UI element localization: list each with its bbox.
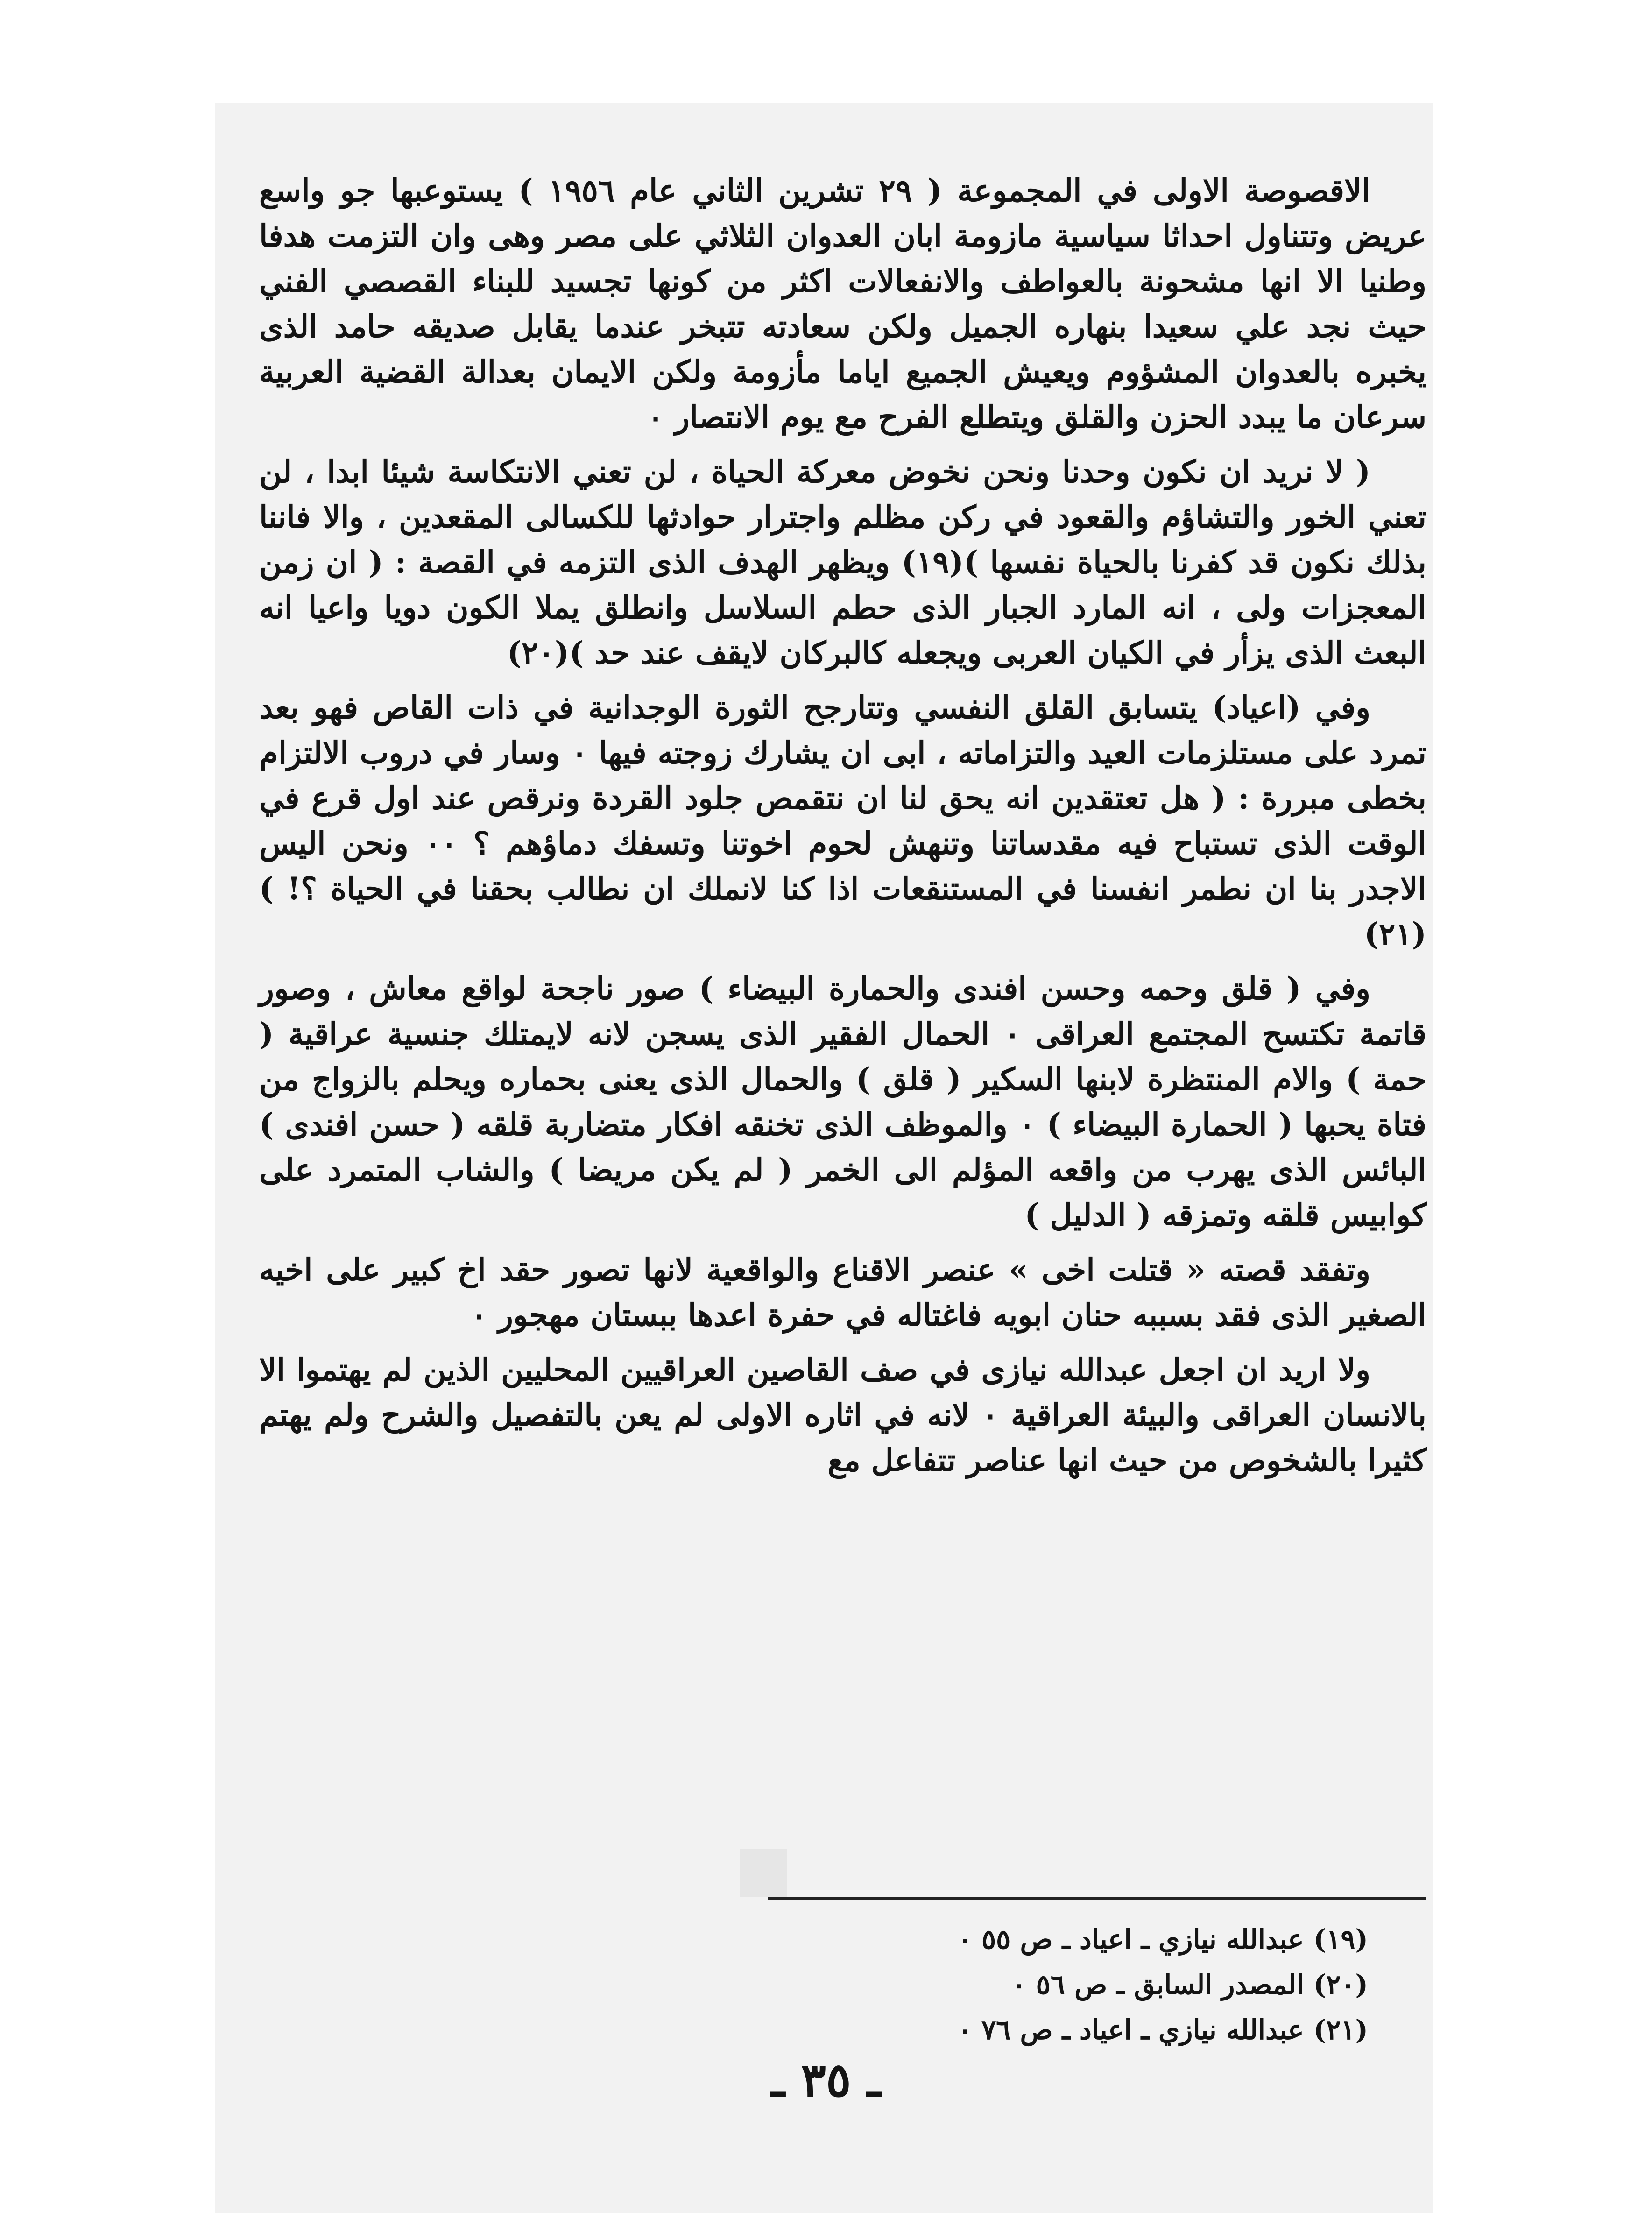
paragraph: وتفقد قصته « قتلت اخى » عنصر الاقناع والواقعية لانها تصور حقد اخ كبير على اخيه الصغير الذى فقد بسببه حنان ابويه فاغتاله في حفرة اعدها ببستان مهجور ٠ [259,1251,1426,1333]
page-number: ـ ٣٥ ـ [771,2052,881,2107]
paragraph: وفي (اعياد) يتسابق القلق النفسي وتتارجح الثورة الوجدانية في ذات القاص فهو بعد تمرد على مستلزمات العيد والتزاماته ، ابى ان يشارك زوجته فيها ٠ وسار في دروب الالتزام بخطى مبررة : ( هل تعتقدين انه يحق لنا ان نتقمص جلود القردة ونرقص عند اول قرع في الوقت الذى تستباح فيه مقدساتنا وتنهش لحوم اخوتنا وتسفك دماؤهم ؟ ٠٠ ونحن اليس الاجدر بنا ان نطمر انفسنا في المستنقعات اذا كنا لانملك ان نطالب بحقنا في الحياة ؟! )(٢١) [259,689,1426,952]
footnote: (٢٠) المصدر السابق ـ ص ٥٦ ٠ [1012,1969,1368,2000]
footnote: (٢١) عبدالله نيازي ـ اعياد ـ ص ٧٦ ٠ [957,2014,1368,2046]
footnote: (١٩) عبدالله نيازي ـ اعياد ـ ص ٥٥ ٠ [957,1923,1368,1955]
footnote-divider [768,1897,1426,1900]
scan-gray-patch [740,1849,787,1897]
paragraph: وفي ( قلق وحمه وحسن افندى والحمارة البيضاء ) صور ناجحة لواقع معاش ، وصور قاتمة تكتسح المجتمع العراقى ٠ الحمال الفقير الذى يسجن لانه لايمتلك جنسية عراقية ( حمة ) والام المنتظرة لابنها السكير ( قلق ) والحمال الذى يعنى بحماره ويحلم بالزواج من فتاة يحبها ( الحمارة البيضاء ) ٠ والموظف الذى تخنقه افكار متضاربة قلقه ( حسن افندى ) البائس الذى يهرب من واقعه المؤلم الى الخمر ( لم يكن مريضا ) والشاب المتمرد على كوابيس قلقه وتمزقه ( الدليل ) [259,970,1426,1233]
footnotes [794,1917,1368,2053]
body-text [259,168,1426,1492]
paragraph: ولا اريد ان اجعل عبدالله نيازى في صف القاصين العراقيين المحليين الذين لم يهتموا الا بالانسان العراقى والبيئة العراقية ٠ لانه في اثاره الاولى لم يعن بالتفصيل والشرح ولم يهتم كثيرا بالشخوص من حيث انها عناصر تتفاعل مع [259,1351,1426,1478]
paragraph: ( لا نريد ان نكون وحدنا ونحن نخوض معركة الحياة ، لن تعني الانتكاسة شيئا ابدا ، لن تعني الخور والتشاؤم والقعود في ركن مظلم واجترار حوادثها للكسالى المقعدين ، والا فاننا بذلك نكون قد كفرنا بالحياة نفسها )(١٩) ويظهر الهدف الذى التزمه في القصة : ( ان زمن المعجزات ولى ، انه المارد الجبار الذى حطم السلاسل وانطلق يملا الكون دويا واعيا انه البعث الذى يزأر في الكيان العربى ويجعله كالبركان لايقف عند حد )(٢٠) [259,453,1426,671]
paragraph: الاقصوصة الاولى في المجموعة ( ٢٩ تشرين الثاني عام ١٩٥٦ ) يستوعبها جو واسع عريض وتتناول احداثا سياسية مازومة ابان العدوان الثلاثي على مصر وهى وان التزمت هدفا وطنيا الا انها مشحونة بالعواطف والانفعالات اكثر من كونها تجسيد للبناء القصصي الفني حيث نجد علي سعيدا بنهاره الجميل ولكن سعادته تتبخر عندما يقابل صديقه حامد الذى يخبره بالعدوان المشؤوم ويعيش الجميع اياما مأزومة ولكن الايمان بعدالة القضية العربية سرعان ما يبدد الحزن والقلق ويتطلع الفرح مع يوم الانتصار ٠ [259,172,1426,435]
